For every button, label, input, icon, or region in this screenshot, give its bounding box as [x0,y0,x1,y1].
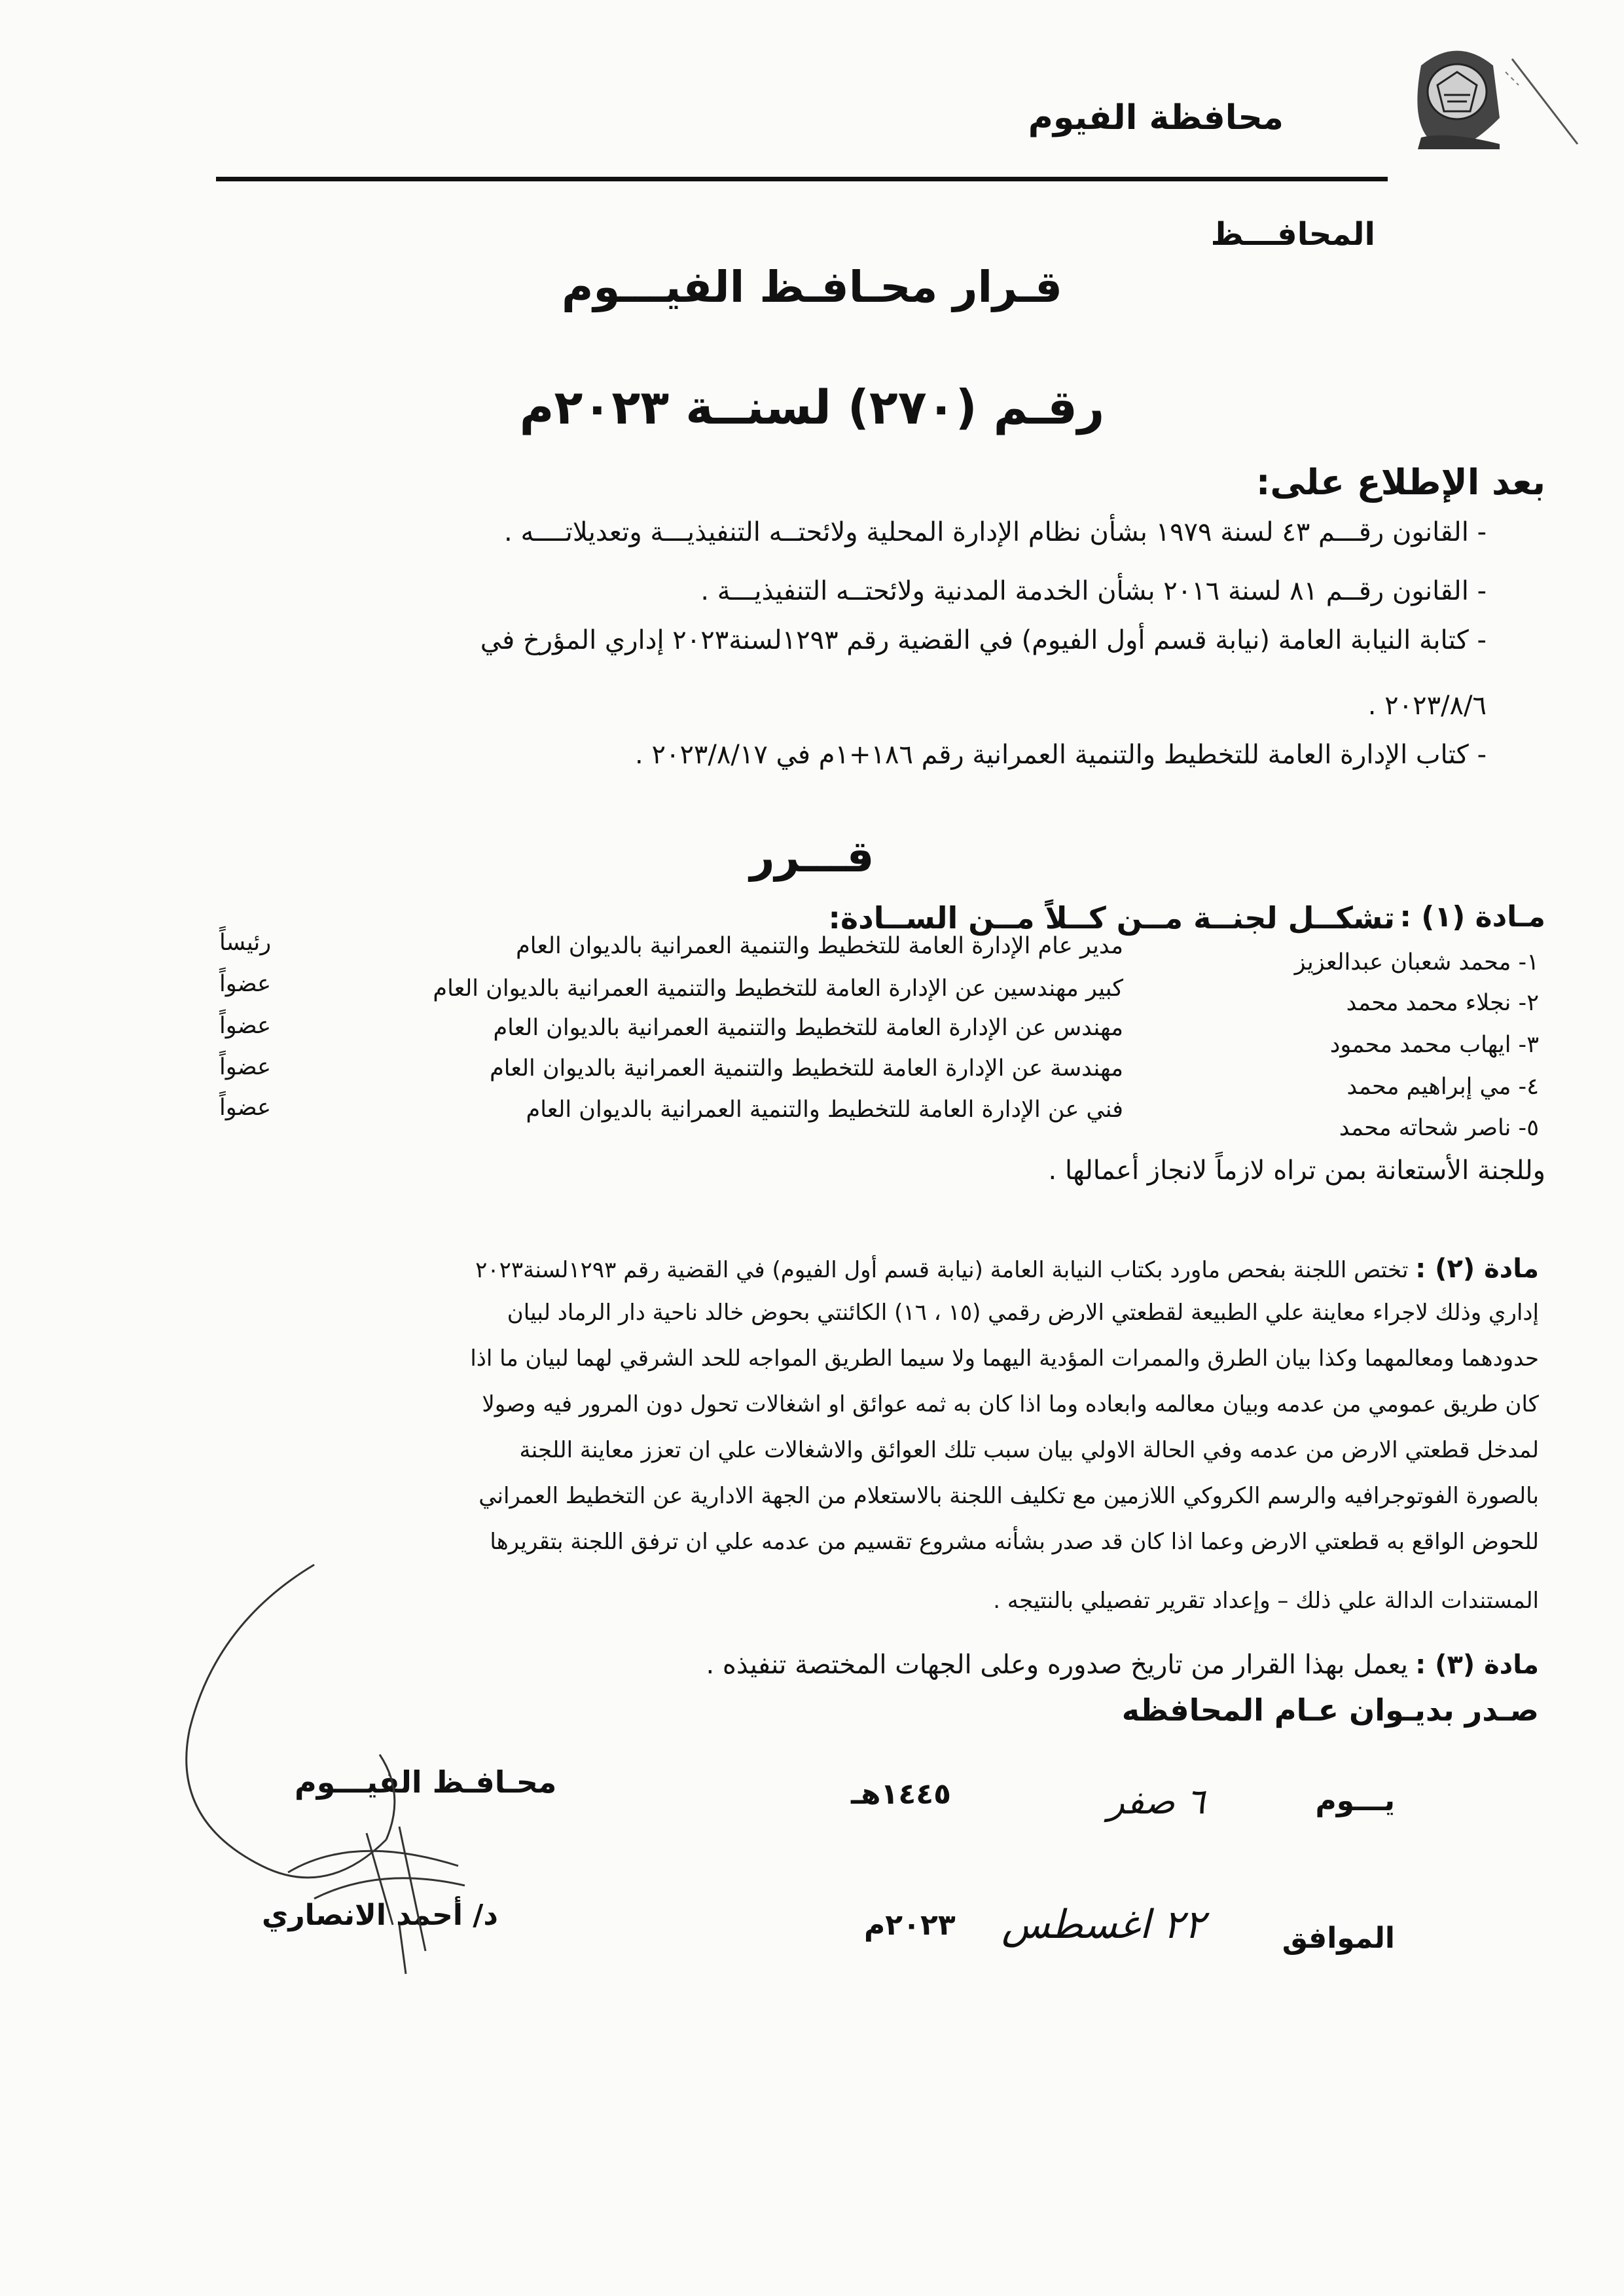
article-2-label: مادة (٢) : [1415,1254,1539,1284]
preamble-item-continuation: ٢٠٢٣/٨/٦ . [1367,691,1487,721]
preamble-item: - القانون رقــم ٨١ لسنة ٢٠١٦ بشأن الخدمة المدنية ولائحتــه التنفيذيـــة . [700,576,1487,606]
governorate-logo [1408,39,1506,151]
corresponding-label: الموافق [1282,1922,1395,1955]
decided-heading: قـــرر [749,831,875,882]
handwritten-signature [118,1558,484,1977]
article-1-footer: وللجنة الأستعانة بمن تراه لازماً لانجاز أعمالها . [1048,1156,1545,1186]
article-2-line: المستندات الدالة علي ذلك – وإعداد تقرير تفصيلي بالنتيجه . [993,1588,1539,1614]
member-role: عضواً [219,971,272,997]
governorate-name: محافظة الفيوم [1028,98,1284,137]
article-2-line: تختص اللجنة بفحص ماورد بكتاب النيابة العامة (نيابة قسم أول الفيوم) في القضية رقم ١٢٩٣لسنة٢٠٢٣ [475,1257,1409,1283]
day-handwritten: ٦ صفر [1107,1781,1205,1822]
article-2-line: إداري وذلك لاجراء معاينة علي الطبيعة لقطعتي الارض رقمي (١٥ ، ١٦) الكائنتي بحوض خالد ناحية دار الرماد لبيان [507,1300,1539,1326]
hijri-year: ١٤٤٥هـ [851,1777,951,1811]
article-2-line: بالصورة الفوتوجرافيه والرسم الكروكي اللازمين مع تكليف اللجنة بالاستعلام من الجهة الادارية عن التخطيط العمراني [478,1483,1539,1509]
preamble-item: - القانون رقـــم ٤٣ لسنة ١٩٧٩ بشأن نظام الإدارة المحلية ولائحتــه التنفيذيـــة وتعديلاتــــه . [504,517,1487,547]
preamble-item: - كتابة النيابة العامة (نيابة قسم أول الفيوم) في القضية رقم ١٢٩٣لسنة٢٠٢٣ إداري المؤرخ في [480,625,1487,655]
signatory-title: محـافـظ الفيـــوم [295,1764,557,1800]
member-role: عضواً [219,1013,272,1039]
article-2-line: للحوض الواقع به قطعتي الارض وعما اذا كان قد صدر بشأنه مشروع تقسيم من عدمه علي ان ترفق اللجنة بتقريرها [490,1529,1539,1555]
article-2-first-line [475,1254,1539,1284]
article-2-line: لمدخل قطعتي الارض من عدمه وفي الحالة الاولي بيان سبب تلك العوائق والاشغالات علي ان تعزز معاينة اللجنة [519,1437,1539,1463]
corresponding-handwritten: ٢٢ اغسطس [1001,1902,1205,1948]
article-2-line: كان طريق عمومي من عدمه وبيان معالمه وابعاده وما اذا كان به ثمه عوائق او اشغالات تحول دون المرور فيه وصولا [482,1391,1539,1417]
member-role: رئيساً [219,930,272,956]
member-title: فني عن الإدارة العامة للتخطيط والتنمية العمرانية بالديوان العام [526,1097,1123,1123]
member-title: مهندس عن الإدارة العامة للتخطيط والتنمية العمرانية بالديوان العام [493,1015,1123,1041]
member-name: ٢- نجلاء محمد محمد [1346,990,1539,1016]
member-title: كبير مهندسين عن الإدارة العامة للتخطيط والتنمية العمرانية بالديوان العام [433,975,1123,1002]
member-name: ٣- ايهاب محمد محمود [1329,1032,1539,1058]
signatory-name: د/ أحمد الانصاري [262,1899,498,1932]
preamble-item: - كتاب الإدارة العامة للتخطيط والتنمية العمرانية رقم ١٨٦+١م في ٢٠٢٣/٨/١٧ . [635,740,1487,770]
governor-title: المحافـــظ [1210,216,1375,253]
article-1-text: تشكــل لجنــة مــن كــلاً مــن الســادة: [828,900,1395,936]
article-3-text: يعمل بهذا القرار من تاريخ صدوره وعلى الجهات المختصة تنفيذه . [706,1650,1408,1680]
article-1-label: مـادة (١) : [1399,900,1545,934]
member-name: ٥- ناصر شحاته محمد [1339,1115,1539,1141]
member-title: مدير عام الإدارة العامة للتخطيط والتنمية العمرانية بالديوان العام [516,933,1123,959]
decision-title: قـرار محـافـظ الفيـــوم [562,262,1062,312]
issued-statement: صـدر بديـوان عـام المحافظه [1121,1692,1539,1728]
header-divider [216,177,1388,181]
member-role: عضواً [219,1054,272,1080]
article-3-label: مادة (٣) : [1415,1650,1539,1680]
decision-number: رقـم (٢٧٠) لسنــة ٢٠٢٣م [519,380,1105,435]
corner-pen-mark [1499,46,1597,157]
preamble-heading: بعد الإطلاع على: [1255,462,1545,503]
day-label: يـــوم [1315,1784,1395,1817]
gregorian-year: ٢٠٢٣م [864,1908,956,1942]
member-name: ٤- مي إبراهيم محمد [1346,1074,1539,1100]
member-role: عضواً [219,1095,272,1121]
member-name: ١- محمد شعبان عبدالعزيز [1294,949,1539,975]
member-title: مهندسة عن الإدارة العامة للتخطيط والتنمية العمرانية بالديوان العام [490,1055,1123,1082]
article-2-line: حدودهما ومعالمهما وكذا بيان الطرق والممرات المؤدية اليهما ولا سيما الطريق المواجه للحد الشرقي لهما لبيان ما اذا [470,1345,1539,1372]
